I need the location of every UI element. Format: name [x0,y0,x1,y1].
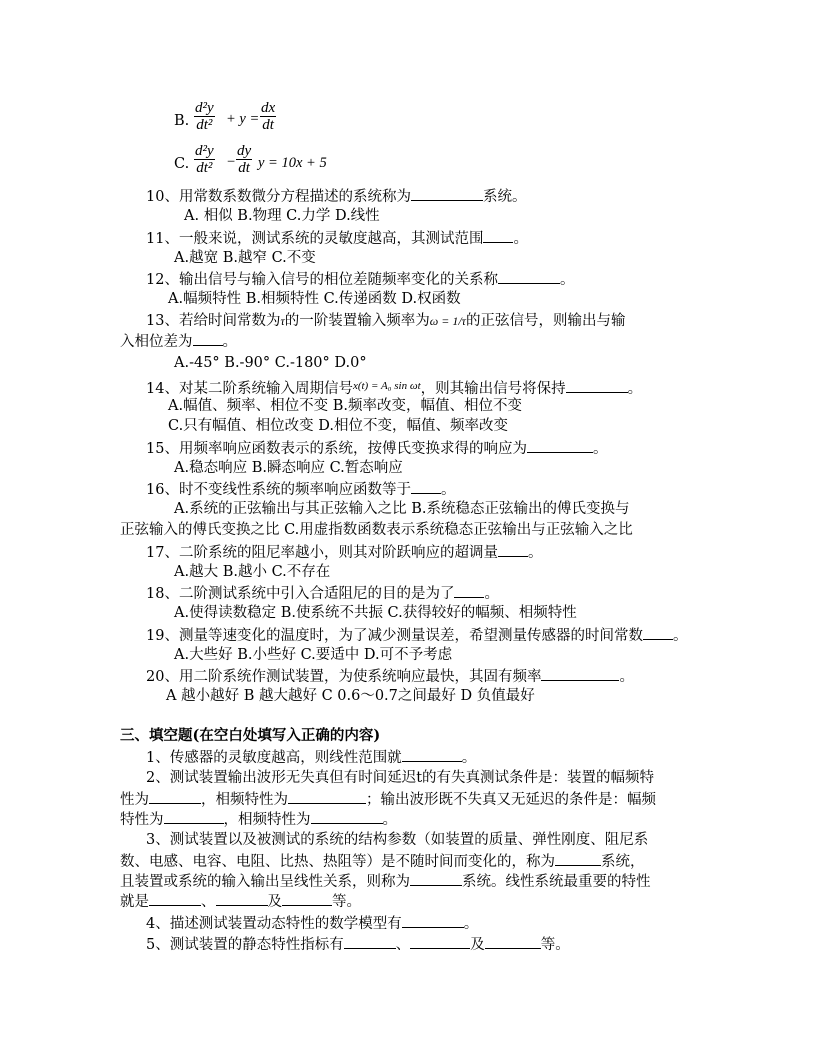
fraction-dy-dt: $\frac{dy}{dt}$ [237,143,252,176]
question-16-options-2: 正弦输入的傅氏变换之比 C.用虚指数函数表示系统稳态正弦输出与正弦输入之比 [120,522,633,538]
option-b-label: B. [174,113,190,129]
answer-blank[interactable] [541,666,619,681]
answer-blank[interactable] [555,851,601,866]
question-18: 18、二阶测试系统中引入合适阻尼的目的是为了 。 [146,583,499,604]
section-heading: 三、填空题(在空白处填写入正确的内容) [120,727,381,744]
answer-blank[interactable] [149,891,201,906]
question-14: 14、对某二阶系统输入周期信号$^{x(t) = A_0 sin \omega t}$，则其输出信号将保持 。 [146,380,643,397]
question-15: 15、用频率响应函数表示的系统，按傅氏变换求得的响应为 。 [146,438,607,459]
answer-blank[interactable] [193,331,223,346]
minus-sign: − [226,154,236,170]
answer-blank[interactable] [454,583,484,598]
answer-blank[interactable] [402,913,464,928]
answer-blank[interactable] [643,625,673,640]
answer-blank[interactable] [410,934,470,949]
question-17: 17、二阶系统的阻尼率越小，则其对阶跃响应的超调量 。 [146,542,542,563]
question-20-options: A 越小越好 B 越大越好 C 0.6～0.7之间最好 D 负值最好 [166,688,535,704]
question-20: 20、用二阶系统作测试装置，为使系统响应最快，其固有频率 。 [146,666,634,687]
question-16-options-1: A.系统的正弦输出与其正弦输入之比 B.系统稳态正弦输出的傅氏变换与 [174,501,630,517]
question-18-options: A.使得读数稳定 B.使系统不共振 C.获得较好的幅频、相频特性 [174,605,577,621]
fill-2-line3: 特性为 ，相频特性为 。 [120,809,397,830]
option-c-label: C. [174,156,190,172]
fraction-dx-dt: $\frac{dx}{dt}$ [261,100,276,133]
answer-blank[interactable] [411,479,441,494]
answer-blank[interactable] [485,934,541,949]
fill-2-line1: 2、测试装置输出波形无失真但有时间延迟t的有失真测试条件是：装置的幅频特 [146,770,655,786]
answer-blank[interactable] [498,269,560,284]
question-11-options: A.越宽 B.越窄 C.不变 [174,250,316,266]
fill-3-line2: 数、电感、电容、电阻、比热、热阻等）是不随时间而变化的，称为 系统， [120,851,645,872]
question-12: 12、输出信号与输入信号的相位差随频率变化的关系称 。 [146,269,574,290]
equation-tail: y = 10x + 5 [258,155,327,171]
question-16: 16、时不变线性系统的频率响应函数等于 。 [146,479,455,500]
question-19: 19、测量等速变化的温度时，为了减少测量误差，希望测量传感器的时间常数 。 [146,625,687,646]
answer-blank[interactable] [527,438,593,453]
question-13: 13、若给时间常数为τ的一阶装置输入频率为ω = 1/τ的正弦信号，则输出与输 [146,313,626,329]
answer-blank[interactable] [288,789,366,804]
question-17-options: A.越大 B.越小 C.不存在 [174,564,331,580]
question-14-options-2: C.只有幅值、相位改变 D.相位不变，幅值、频率改变 [168,418,509,434]
question-15-options: A.稳态响应 B.瞬态响应 C.暂态响应 [174,460,403,476]
answer-blank[interactable] [411,186,483,201]
fraction-d2y-dt2: $\frac{\text{d²y}}{\text{dt²}}$ [195,100,214,133]
answer-blank[interactable] [498,542,528,557]
question-10: 10、用常数系数微分方程描述的系统称为 系统。 [146,186,526,207]
answer-blank[interactable] [282,891,332,906]
question-12-options: A.幅频特性 B.相频特性 C.传递函数 D.权函数 [168,291,461,307]
question-11: 11、一般来说，测试系统的灵敏度越高，其测试范围 。 [146,228,528,249]
answer-blank[interactable] [566,378,628,393]
equation-middle: + y = [226,111,260,127]
fraction-d2y-dt2: $\frac{\text{d²y}}{\text{dt²}}$ [195,143,214,176]
fill-3-line1: 3、测试装置以及被测试的系统的结构参数（如装置的质量、弹性刚度、阻尼系 [146,832,649,848]
fill-3-line3: 且装置或系统的输入输出呈线性关系，则称为 系统。线性系统最重要的特性 [120,871,651,892]
question-10-options: A. 相似 B.物理 C.力学 D.线性 [184,208,380,224]
answer-blank[interactable] [483,228,513,243]
fill-4: 4、描述测试装置动态特性的数学模型有 。 [146,913,478,934]
question-14-options-1: A.幅值、频率、相位不变 B.频率改变，幅值、相位不变 [168,398,522,414]
fill-1: 1、传感器的灵敏度越高，则线性范围就 。 [146,747,476,768]
question-13-line2: 入相位差为 。 [120,331,237,352]
fill-3-line4: 就是 、 及 等。 [120,891,361,912]
answer-blank[interactable] [149,789,201,804]
answer-blank[interactable] [164,809,224,824]
answer-blank[interactable] [402,747,462,762]
answer-blank[interactable] [311,809,383,824]
question-13-options: A.-45° B.-90° C.-180° D.0° [174,355,367,371]
fill-2-line2: 性为 ，相频特性为 ；输出波形既不失真又无延迟的条件是：幅频 [120,789,656,810]
question-19-options: A.大些好 B.小些好 C.要适中 D.可不予考虑 [174,647,453,663]
answer-blank[interactable] [410,871,462,886]
answer-blank[interactable] [216,891,268,906]
fill-5: 5、测试装置的静态特性指标有 、 及 等。 [146,934,570,955]
answer-blank[interactable] [344,934,396,949]
